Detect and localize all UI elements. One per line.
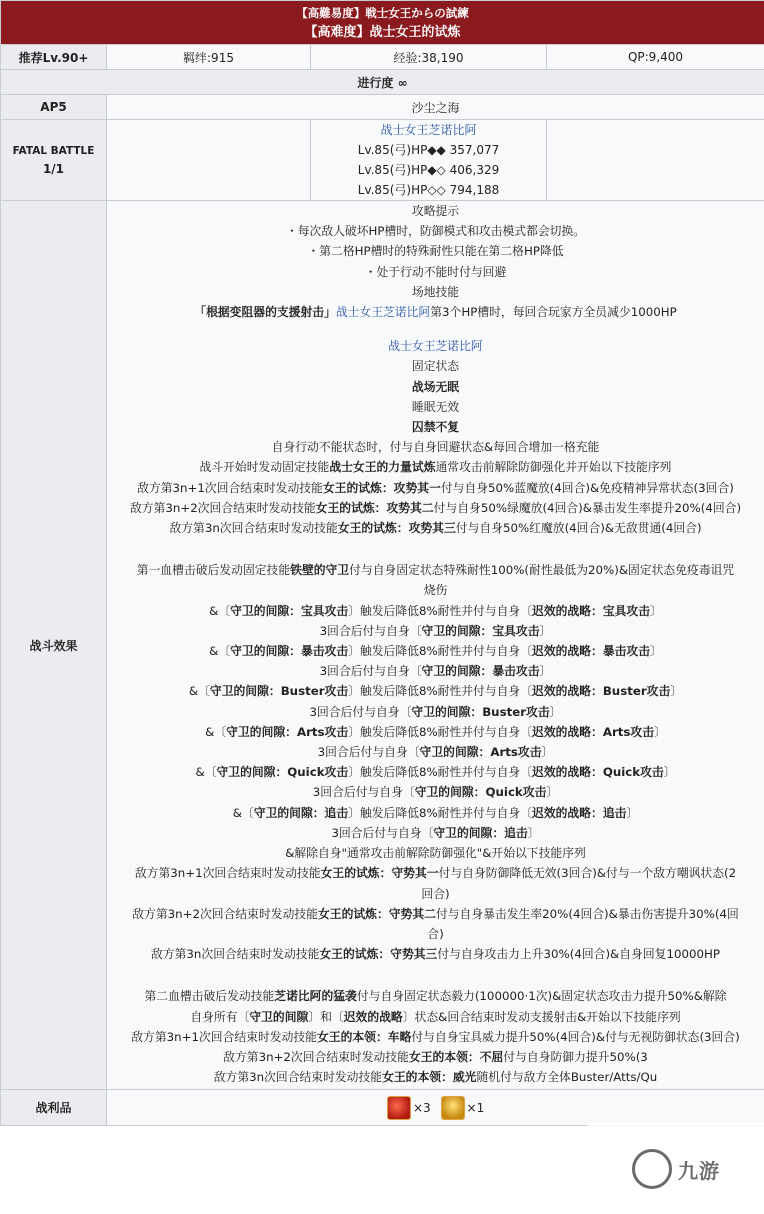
seqA-line: 敌方第3n+1次回合结束时发动技能女王的试炼：攻势其一付与自身50%蓝魔放(4回合)&免疫精神异常状态(3回合) [137, 480, 734, 495]
quest-title-jp: 【高難易度】戦士女王からの試練 [296, 6, 469, 20]
tip-2: ・第二格HP槽时的特殊耐性只能在第二格HP降低 [307, 244, 564, 259]
gold-statue-icon [441, 1096, 465, 1120]
quest-header [1, 1, 764, 45]
field-enemy-link[interactable]: 战士女王芝诺比阿 [335, 305, 431, 320]
drops-label: 战利品 [1, 1090, 107, 1126]
enemy-hp-3: Lv.85(弓)HP◇◇ 794,188 [357, 183, 500, 197]
enemy-name-link[interactable]: 战士女王芝诺比阿 [380, 123, 477, 137]
guard-delay-line: 3回合后付与自身〔守卫的间隙：追击〕 [331, 825, 540, 840]
enemy-hp-2: Lv.85(弓)HP◆◇ 406,329 [357, 163, 500, 177]
exp-value: 经验:38,190 [311, 45, 547, 70]
qp-value: QP:9,400 [547, 45, 764, 70]
guard-line: &〔守卫的间隙：追击〕触发后降低8%耐性并付与自身〔迟效的战略：追击〕 [232, 805, 639, 820]
second-break-skill: 第二血槽击破后发动技能芝诺比阿的猛袭付与自身固定状态毅力(100000·1次)&固定状态攻击力提升50%&解除 自身所有〔守卫的间隙〕和〔迟效的战略〕状态&回合结束时发动支援射击&开始以下技能序列 [144, 989, 727, 1024]
progress-row: 进行度 ∞ [1, 70, 764, 95]
enemy-cell-left [107, 120, 311, 201]
fixed-state-1: 战场无眠 [411, 379, 460, 394]
drop-item-1[interactable]: ×3 [387, 1096, 431, 1120]
seqB-line: 敌方第3n次回合结束时发动技能女王的试炼：守势其三付与自身攻击力上升30%(4回合)&自身回复10000HP [151, 947, 720, 962]
battle-label [1, 120, 107, 201]
guard-line: &〔守卫的间隙：Arts攻击〕触发后降低8%耐性并付与自身〔迟效的战略：Arts攻击〕 [205, 724, 666, 739]
guard-line: &〔守卫的间隙：宝具攻击〕触发后降低8%耐性并付与自身〔迟效的战略：宝具攻击〕 [209, 603, 662, 618]
enemy-cell-right [547, 120, 764, 201]
guard-line: &〔守卫的间隙：Buster攻击〕触发后降低8%耐性并付与自身〔迟效的战略：Buster攻击〕 [188, 684, 683, 699]
seqB-line: 敌方第3n+1次回合结束时发动技能女王的试炼：守势其一付与自身防御降低无效(3回合)&付与一个敌方嘲讽状态(2 回合) [134, 866, 737, 901]
location-name: 沙尘之海 [107, 95, 764, 120]
quest-title-cn: 【高难度】战士女王的试炼 [304, 25, 461, 40]
tip-1: ・每次敌人破坏HP槽时，防御模式和攻击模式都会切换。 [285, 224, 586, 239]
guard-delay-line: 3回合后付与自身〔守卫的间隙：暴击攻击〕 [319, 664, 552, 679]
guard-delay-line: 3回合后付与自身〔守卫的间隙：Buster攻击〕 [309, 704, 562, 719]
drop-item-2[interactable]: ×1 [441, 1096, 485, 1120]
wave-count: 1/1 [42, 162, 65, 176]
jiuyou-logo-icon [632, 1149, 672, 1189]
seqB-line: 敌方第3n+2次回合结束时发动技能女王的试炼：守势其二付与自身暴击发生率20%(4回合)&暴击伤害提升30%(4回 合) [132, 906, 739, 941]
battle-effects [107, 201, 764, 1090]
recommended-level: 推荐Lv.90+ [1, 45, 107, 70]
start-skill: 战斗开始时发动固定技能战士女王的力量试炼通常攻击前解除防御强化并开始以下技能序列 [199, 460, 672, 475]
enemy-hp-1: Lv.85(弓)HP◆◆ 357,077 [357, 143, 500, 157]
enemy-name-link-2[interactable]: 战士女王芝诺比阿 [388, 339, 483, 354]
red-gem-icon [387, 1096, 411, 1120]
fixed-state-2: 睡眠无效 [411, 399, 460, 414]
tips-title: 攻略提示 [411, 204, 460, 218]
guard-line: &〔守卫的间隙：暴击攻击〕触发后降低8%耐性并付与自身〔迟效的战略：暴击攻击〕 [209, 644, 662, 659]
fatal-battle-label: FATAL BATTLE [12, 145, 95, 157]
watermark [588, 1124, 764, 1214]
enemy-cell [311, 120, 547, 201]
seqA-line: 敌方第3n次回合结束时发动技能女王的试炼：攻势其三付与自身50%红魔放(4回合)&无敌贯通(4回合) [169, 521, 702, 536]
field-skill-title: 场地技能 [411, 284, 460, 299]
fixed-state-3: 囚禁不复 [411, 420, 460, 435]
drops-cell [107, 1090, 764, 1126]
first-break-skill: 第一血槽击破后发动固定技能铁壁的守卫付与自身固定状态特殊耐性100%(耐性最低为20%)&固定状态免疫毒诅咒 烧伤 [136, 563, 735, 598]
guard-delay-line: 3回合后付与自身〔守卫的间隙：宝具攻击〕 [319, 623, 552, 638]
seqC-line: 敌方第3n+1次回合结束时发动技能女王的本领：车略付与自身宝具威力提升50%(4回合)&付与无视防御状态(3回合) [131, 1029, 740, 1044]
guard-delay-line: 3回合后付与自身〔守卫的间隙：Arts攻击〕 [317, 745, 554, 760]
seqC-line: 敌方第3n+2次回合结束时发动技能女王的本领：不屈付与自身防御力提升50%(3 [223, 1049, 648, 1064]
guard-line: &〔守卫的间隙：Quick攻击〕触发后降低8%耐性并付与自身〔迟效的战略：Quick攻击〕 [195, 765, 676, 780]
field-skill: 「根据变阻器的支援射击」战士女王芝诺比阿第3个HP槽时，每回合玩家方全员减少1000HP [194, 305, 677, 320]
ap-cost: AP5 [1, 95, 107, 120]
fixed-state-4: 自身行动不能状态时，付与自身回避状态&每回合增加一格充能 [271, 440, 600, 455]
bond-value: 羁绊:915 [107, 45, 311, 70]
guard-delay-line: 3回合后付与自身〔守卫的间隙：Quick攻击〕 [312, 785, 559, 800]
seqC-line: 敌方第3n次回合结束时发动技能女王的本领：威光随机付与敌方全体Buster/Atts/Qu [213, 1070, 658, 1085]
tip-3: ・处于行动不能时付与回避 [364, 264, 507, 279]
fixed-state-title: 固定状态 [411, 359, 460, 374]
watermark-text: 九游 [678, 1158, 720, 1183]
seqA-line: 敌方第3n+2次回合结束时发动技能女王的试炼：攻势其二付与自身50%绿魔放(4回合)&暴击发生率提升20%(4回合) [129, 500, 742, 515]
battle-effects-label: 战斗效果 [1, 201, 107, 1090]
release-skill: &解除自身"通常攻击前解除防御强化"&开始以下技能序列 [285, 846, 586, 861]
